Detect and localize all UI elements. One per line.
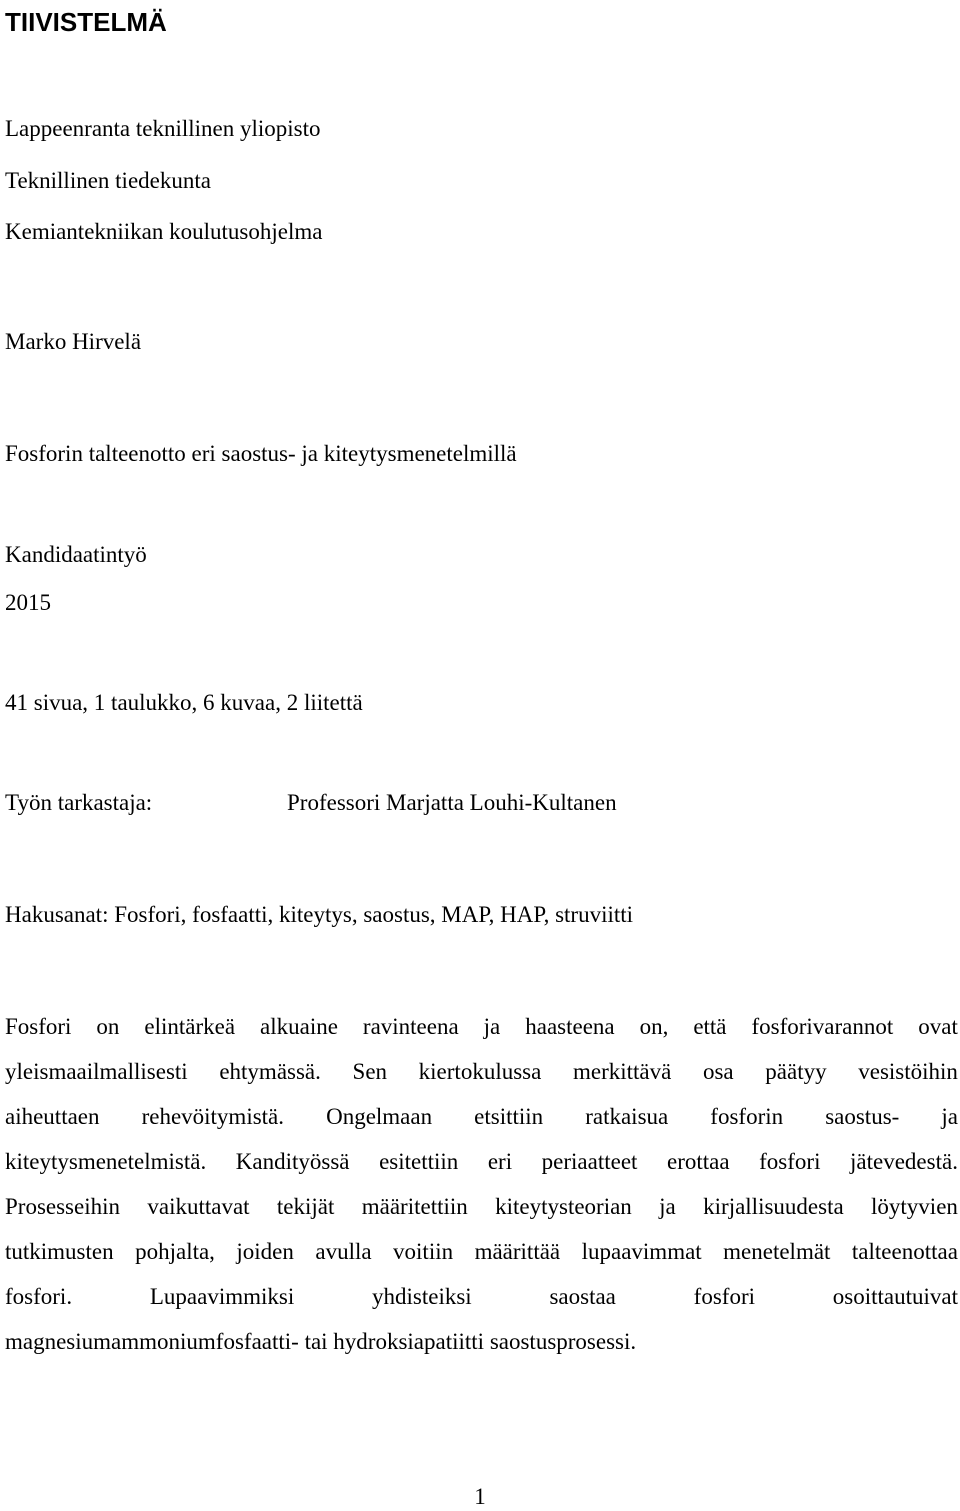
abstract-line: yleismaailmallisesti ehtymässä. Sen kiertokulussa merkittävä osa päätyy vesistöihin bbox=[5, 1059, 958, 1084]
page-number: 1 bbox=[474, 1484, 486, 1509]
faculty: Teknillinen tiedekunta bbox=[5, 168, 211, 193]
degree-programme: Kemiantekniikan koulutusohjelma bbox=[5, 219, 323, 244]
abstract-line: tutkimusten pohjalta, joiden avulla voitiin määrittää lupaavimmat menetelmät talteenottaa bbox=[5, 1239, 958, 1264]
abstract-text bbox=[5, 1013, 958, 1373]
page-heading: TIIVISTELMÄ bbox=[5, 7, 167, 37]
abstract-line: kiteytysmenetelmistä. Kandityössä esitettiin eri periaatteet erottaa fosfori jätevedestä. bbox=[5, 1149, 958, 1174]
abstract-line: magnesiumammoniumfosfaatti- tai hydroksiapatiitti saostusprosessi. bbox=[5, 1329, 637, 1354]
abstract-line: Prosesseihin vaikuttavat tekijät määritettiin kiteytysteorian ja kirjallisuudesta löytyvien bbox=[5, 1194, 958, 1219]
abstract-line: Fosfori on elintärkeä alkuaine ravinteena ja haasteena on, että fosforivarannot ovat bbox=[5, 1014, 958, 1039]
thesis-title: Fosforin talteenotto eri saostus- ja kiteytysmenetelmillä bbox=[5, 441, 517, 466]
examiner-label: Työn tarkastaja: bbox=[5, 790, 153, 815]
keywords: Hakusanat: Fosfori, fosfaatti, kiteytys, saostus, MAP, HAP, struviitti bbox=[5, 902, 634, 927]
thesis-type: Kandidaatintyö bbox=[5, 542, 147, 567]
examiner-name: Professori Marjatta Louhi-Kultanen bbox=[287, 790, 617, 815]
thesis-year: 2015 bbox=[5, 590, 51, 615]
abstract-line: fosfori. Lupaavimmiksi yhdisteiksi saostaa fosfori osoittautuivat bbox=[5, 1284, 958, 1309]
author-name: Marko Hirvelä bbox=[5, 329, 142, 354]
thesis-extent: 41 sivua, 1 taulukko, 6 kuvaa, 2 liitettä bbox=[5, 690, 363, 715]
abstract-line: aiheuttaen rehevöitymistä. Ongelmaan etsittiin ratkaisua fosforin saostus- ja bbox=[5, 1104, 958, 1129]
university: Lappeenranta teknillinen yliopisto bbox=[5, 116, 321, 141]
